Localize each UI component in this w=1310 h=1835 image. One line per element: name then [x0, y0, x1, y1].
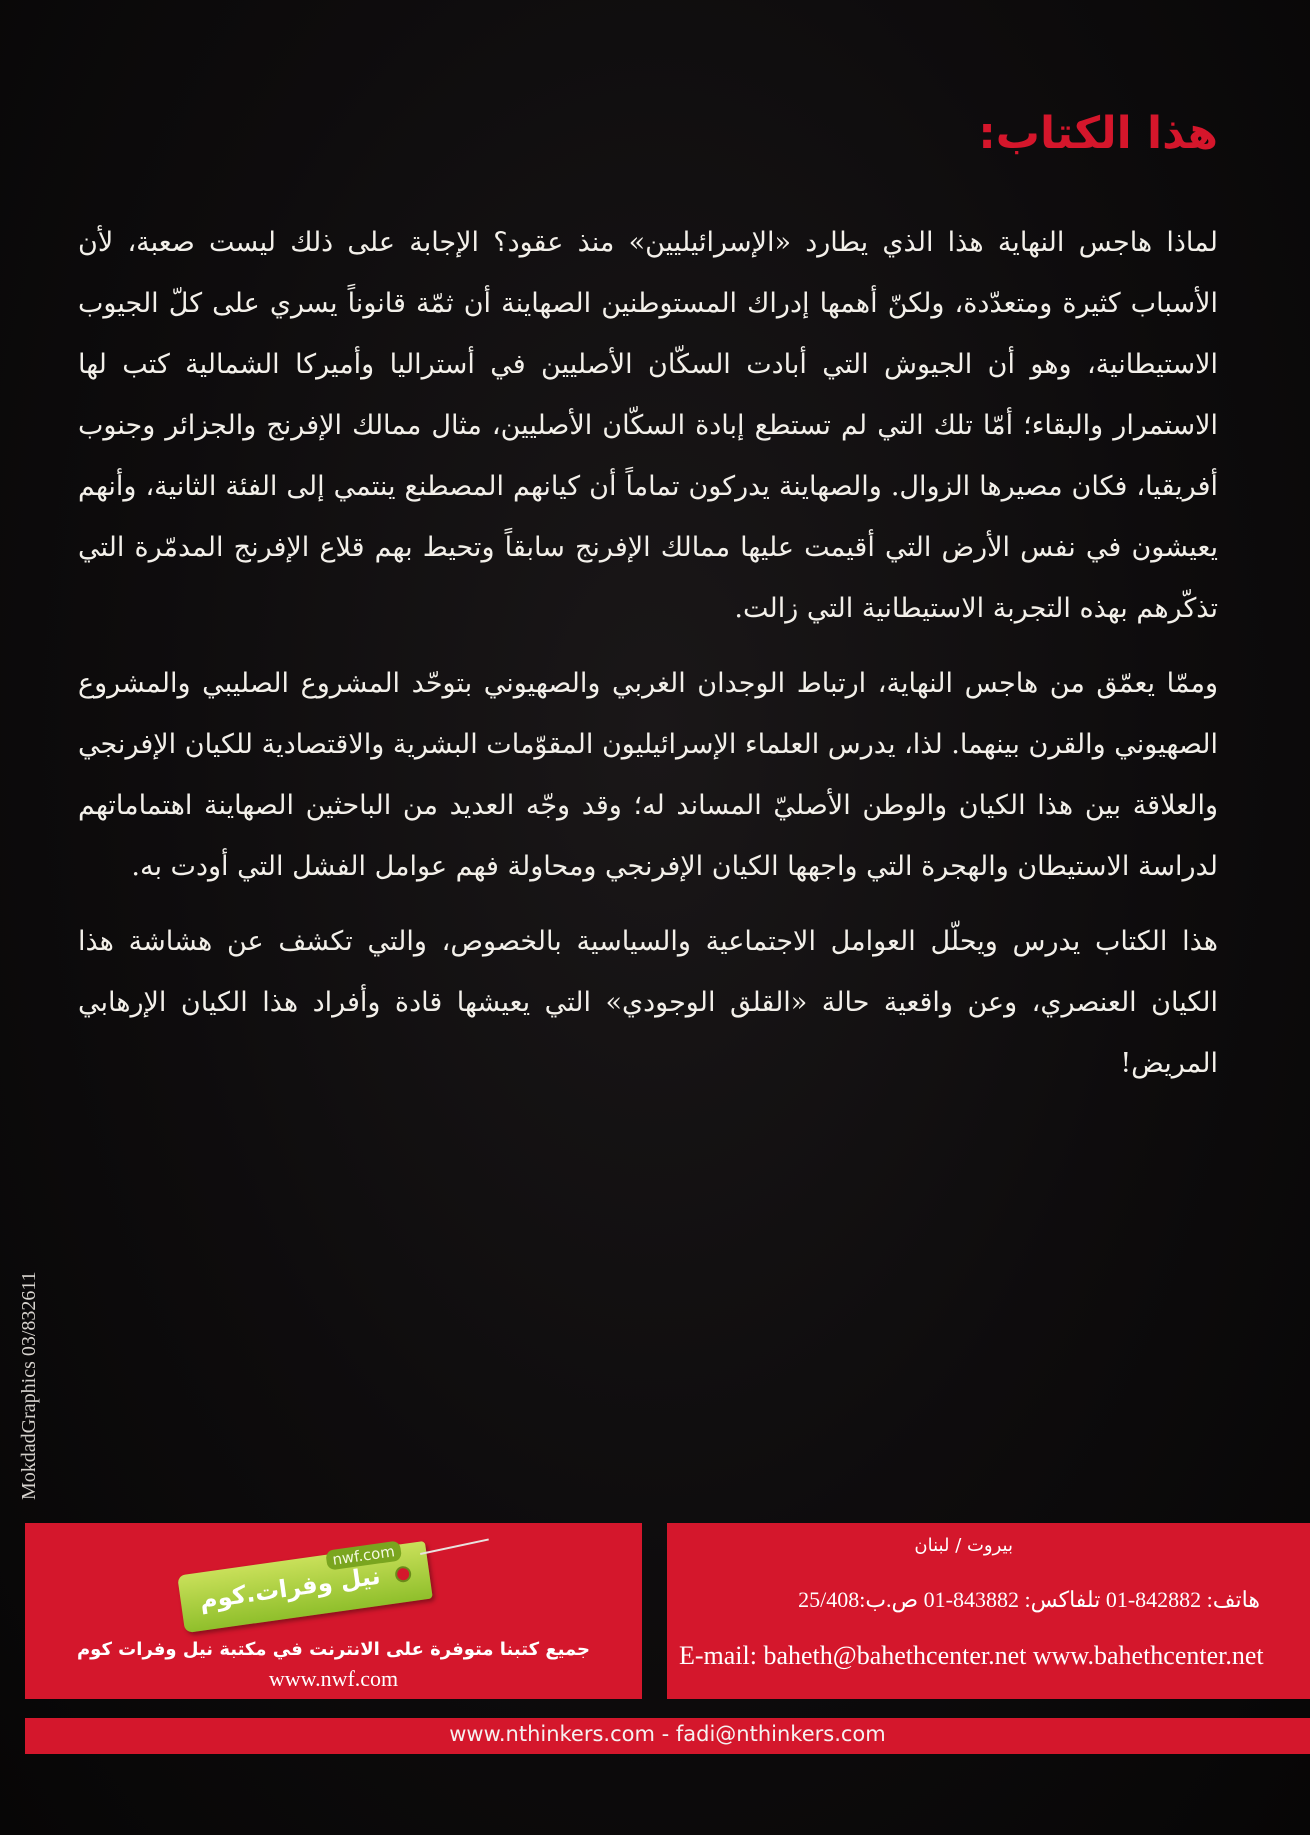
publisher-contacts[interactable]: E-mail: baheth@bahethcenter.net www.bahethcenter.net — [679, 1641, 1264, 1670]
tag-store-name: نيل وفرات.كوم — [197, 1561, 383, 1615]
tag-hole-icon — [394, 1565, 412, 1583]
tag-string-decoration — [420, 1538, 489, 1555]
store-tag-logo — [177, 1541, 433, 1633]
store-url-link[interactable]: www.nwf.com — [268, 1666, 399, 1691]
store-availability-note: جميع كتبنا متوفرة على الانترنت في مكتبة نيل وفرات كوم — [76, 1639, 591, 1660]
paragraph-3: هذا الكتاب يدرس ويحلّل العوامل الاجتماعية والسياسية بالخصوص، والتي تكشف عن هشاشة هذا الكيان العنصري، وعن واقعية حالة «القلق الوجودي» التي يعيشها قادة وأفراد هذا الكيان الإرهابي المريض! — [78, 926, 1218, 1079]
designer-credit: MokdadGraphics 03/832611 — [18, 1271, 40, 1500]
book-description — [78, 212, 1218, 1108]
footer-links[interactable]: www.nthinkers.com - fadi@nthinkers.com — [449, 1722, 886, 1746]
paragraph-1: لماذا هاجس النهاية هذا الذي يطارد «الإسرائيليين» منذ عقود؟ الإجابة على ذلك ليست صعبة، لأن الأسباب كثيرة ومتعدّدة، ولكنّ أهمها إدراك المستوطنين الصهاينة أن ثمّة قانوناً يسري على كلّ الجيوب الاستيطانية، وهو أن الجيوش التي أبادت السكّان الأصليين في أستراليا وأميركا الشمالية كتب لها الاستمرار والبقاء؛ أمّا تلك التي لم تستطع إبادة السكّان الأصليين، مثال ممالك الإفرنج والجزائر وجنوب أفريقيا، فكان مصيرها الزوال. والصهاينة يدركون تماماً أن كيانهم المصطنع ينتمي إلى الفئة الثانية، وأنهم يعيشون في نفس الأرض التي أقيمت عليها ممالك الإفرنج سابقاً وتحيط بهم قلاع الإفرنج المدمّرة التي تذكّرهم بهذه التجربة الاستيطانية التي زالت. — [78, 227, 1218, 624]
publisher-city: بيروت / لبنان — [914, 1535, 1013, 1556]
tag-domain-label: nwf.com — [325, 1540, 402, 1570]
publisher-panel — [667, 1523, 1310, 1699]
footer-bar — [25, 1718, 1310, 1754]
publisher-phones: هاتف: 842882-01 تلفاكس: 843882-01 ص.ب:25/408 — [798, 1587, 1260, 1612]
store-panel — [25, 1523, 642, 1699]
section-heading: هذا الكتاب: — [978, 108, 1218, 159]
paragraph-2: وممّا يعمّق من هاجس النهاية، ارتباط الوجدان الغربي والصهيوني بتوحّد المشروع الصليبي والمشروع الصهيوني والقرن بينهما. لذا، يدرس العلماء الإسرائيليون المقوّمات البشرية والاقتصادية للكيان الإفرنجي والعلاقة بين هذا الكيان والوطن الأصليّ المساند له؛ وقد وجّه العديد من الباحثين الصهاينة اهتماماتهم لدراسة الاستيطان والهجرة التي واجهها الكيان الإفرنجي ومحاولة فهم عوامل الفشل التي أودت به. — [78, 668, 1218, 882]
